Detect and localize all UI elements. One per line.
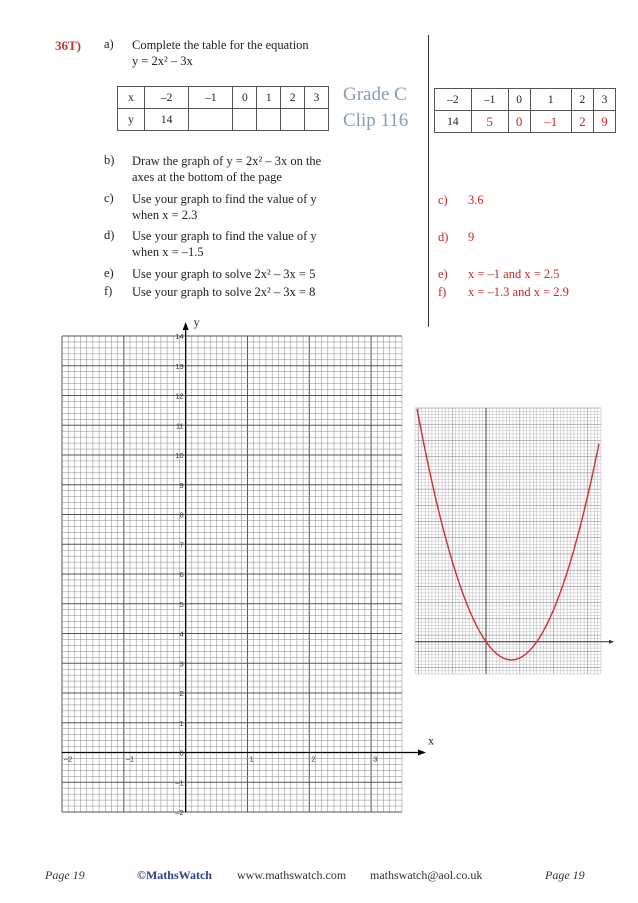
table-y-label: y [118, 109, 145, 131]
question-table-x-row [118, 87, 329, 109]
answer-cell: 1 [530, 89, 571, 111]
data-point [587, 496, 589, 498]
y-tick-label: 3 [179, 659, 184, 669]
part-f-text: Use your graph to solve 2x² – 3x = 8 [132, 285, 316, 299]
table-cell: –1 [189, 87, 233, 109]
data-point [519, 657, 521, 659]
part-c-letter: c) [104, 191, 114, 205]
part-b-letter: b) [104, 153, 115, 167]
y-tick-label: 7 [179, 540, 184, 550]
y-tick-label: 14 [175, 332, 184, 341]
answer-c-letter: c) [438, 193, 448, 207]
part-f-letter: f) [104, 284, 113, 298]
question-table-y-row [118, 109, 329, 131]
answer-table-y-row [435, 111, 616, 133]
part-e-letter: e) [104, 266, 114, 280]
answer-e-value: x = –1 and x = 2.5 [468, 267, 560, 281]
table-cell[interactable] [281, 109, 305, 131]
x-axis-arrow [609, 640, 614, 644]
x-tick-label: 3 [373, 754, 378, 764]
main-graph-grid [62, 336, 402, 812]
main-graph-labels [64, 315, 434, 817]
part-b-text: Draw the graph of y = 2x² – 3x on the [132, 154, 322, 168]
answer-e-letter: e) [438, 267, 448, 281]
y-tick-label: 2 [179, 689, 184, 698]
answer-cell: –2 [435, 89, 472, 111]
table-cell[interactable] [233, 109, 257, 131]
x-axis-label: x [428, 733, 434, 748]
x-tick-label: –2 [64, 754, 73, 764]
solution-graph-grid [415, 408, 601, 674]
solution-graph [413, 406, 618, 676]
table-cell: 0 [233, 87, 257, 109]
data-point [553, 609, 555, 611]
answer-c-value: 3.6 [468, 193, 484, 207]
part-d-letter: d) [104, 228, 115, 242]
answer-cell: 14 [435, 111, 472, 133]
y-tick-label: 8 [179, 510, 184, 520]
y-axis-label: y [193, 315, 200, 329]
table-x-label: x [118, 87, 145, 109]
part-a-text: Complete the table for the equation [132, 38, 309, 52]
answer-cell: 9 [593, 111, 615, 133]
table-cell: 14 [145, 109, 189, 131]
table-cell: 3 [305, 87, 329, 109]
answer-f-letter: f) [438, 285, 447, 299]
answer-table-x-row [435, 89, 616, 111]
answer-table [434, 88, 616, 133]
y-tick-label: –2 [175, 808, 184, 817]
main-graph[interactable] [58, 315, 434, 820]
y-tick-label: 0 [179, 748, 184, 758]
y-tick-label: 12 [175, 391, 184, 401]
answer-f-value: x = –1.3 and x = 2.9 [468, 285, 569, 299]
data-point [451, 560, 453, 562]
y-tick-label: 1 [179, 718, 184, 728]
y-axis-arrow [183, 322, 189, 330]
clip-text: Clip 116 [343, 110, 409, 131]
y-tick-label: 5 [179, 599, 184, 609]
table-cell[interactable] [257, 109, 281, 131]
grade-text: Grade C [343, 84, 407, 105]
x-tick-label: 1 [249, 754, 254, 764]
footer-brand: ©MathsWatch [137, 868, 212, 882]
footer-page-right: Page 19 [545, 868, 585, 882]
y-tick-label: –1 [175, 778, 184, 788]
y-tick-label: 4 [179, 629, 184, 639]
table-cell: 2 [281, 87, 305, 109]
table-cell: 1 [257, 87, 281, 109]
part-d-text: Use your graph to find the value of y [132, 229, 317, 243]
question-number: 36T) [55, 38, 81, 53]
answer-d-value: 9 [468, 230, 475, 244]
grade-label [343, 82, 431, 134]
part-a-letter: a) [104, 37, 114, 51]
answer-cell: 3 [593, 89, 615, 111]
answer-cell: 2 [571, 89, 593, 111]
part-d-text-2: when x = –1.5 [132, 245, 204, 259]
footer-page-left: Page 19 [45, 868, 85, 882]
part-a-equation: y = 2x² – 3x [132, 54, 193, 68]
footer-email[interactable]: mathswatch@aol.co.uk [370, 868, 483, 882]
table-cell[interactable] [189, 109, 233, 131]
table-cell: –2 [145, 87, 189, 109]
answer-cell: 5 [471, 111, 508, 133]
answer-cell: –1 [530, 111, 571, 133]
table-cell[interactable] [305, 109, 329, 131]
y-tick-label: 6 [179, 570, 184, 579]
answer-cell: –1 [471, 89, 508, 111]
data-point [485, 641, 487, 643]
answer-cell: 0 [508, 111, 530, 133]
x-axis-arrow [418, 750, 426, 756]
data-point [418, 415, 420, 417]
divider-line [428, 35, 429, 327]
footer-website[interactable]: www.mathswatch.com [237, 868, 347, 882]
part-e-text: Use your graph to solve 2x² – 3x = 5 [132, 267, 316, 281]
part-b-text-2: axes at the bottom of the page [132, 170, 282, 184]
x-tick-label: 2 [311, 754, 316, 764]
answer-cell: 0 [508, 89, 530, 111]
question-table [117, 86, 329, 131]
y-tick-label: 13 [175, 361, 184, 371]
y-tick-label: 9 [179, 480, 184, 490]
y-tick-label: 10 [175, 451, 184, 460]
answer-d-letter: d) [438, 230, 449, 244]
part-c-text: Use your graph to find the value of y [132, 192, 317, 206]
y-tick-label: 11 [175, 421, 184, 431]
part-c-text-2: when x = 2.3 [132, 208, 198, 222]
answer-cell: 2 [571, 111, 593, 133]
x-tick-label: –1 [125, 754, 135, 764]
